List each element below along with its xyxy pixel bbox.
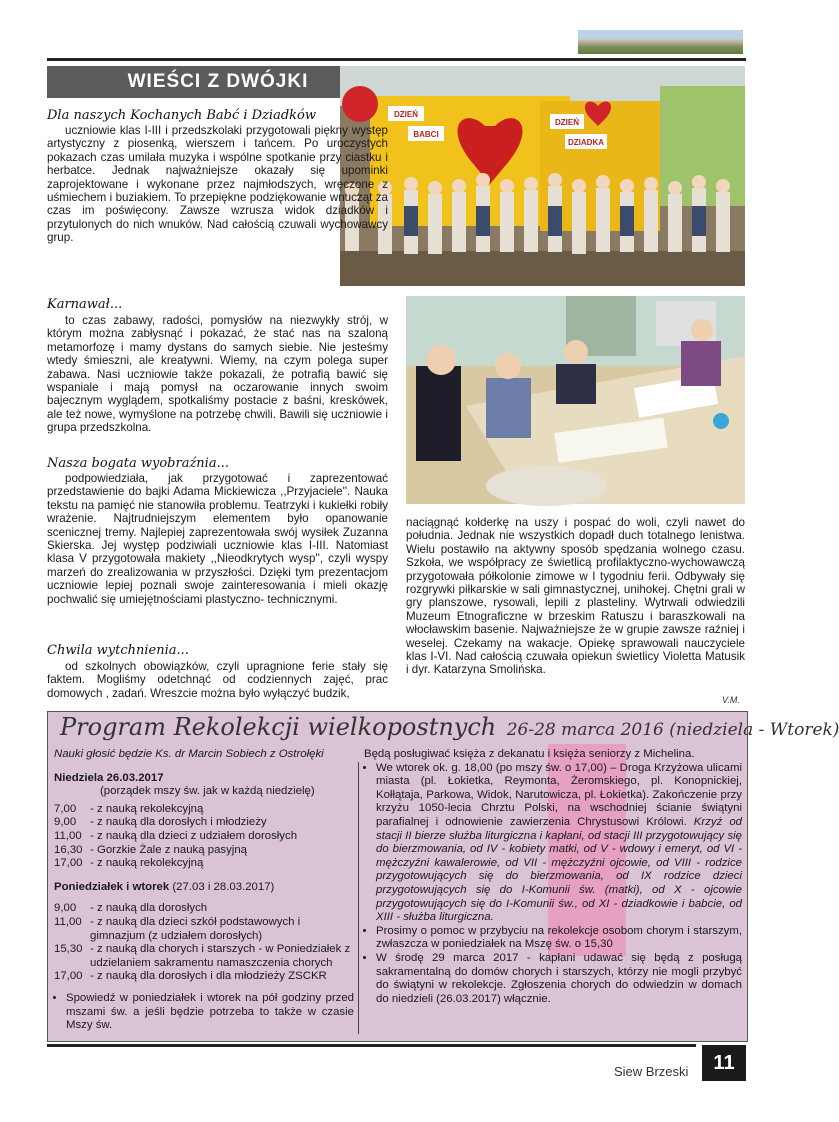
weekdays-heading-row xyxy=(54,881,354,895)
article4-text-right: naciągnąć kołderkę na uszy i pospać do woli, czyli nawet do południa. Jednak nie wszystkich dopadł duch totalnego lenistwa. Wielu postawiło na aktywny sposób spędzania wolnego czasu. Szkoła, we współpracy ze świetlicą profilaktyczno-wychowawczą przygotowała półkolonie zimowe w I tygodniu ferii. Odbywały się rozgrywki piłkarskie w sali gimnastycznej, unihokej. Chętni grali w gry planszowe, rysowali, lepili z plasteliny. Wytrwali odwiedzili Muzeum Etnograficzne w brzeskim Ratuszu i baraszkowali na włocławskim basenie. Najważniejsze że w grupie zawsze raźniej i weselej. Czekamy na wakacje. Opiekę sprawowali nauczyciele klas I-VI. Nad całością czuwała opiekun świetlicy Violetta Matusik i dyr. Katarzyna Smolińska. xyxy=(406,516,745,677)
sunday-item-time: 11,00 xyxy=(54,829,82,842)
photo-grandparents-day-art xyxy=(340,66,745,286)
article2-text: to czas zabawy, radości, pomysłów na niezwykły strój, w którym można zabłysnąć i pokazać, że stać nas na szaloną metamorfozę i mamy dystans do samych siebie. Nie jesteśmy wtedy śmieszni, ale kreatywni. Wiemy, na czym polega super zabawa. Nasi uczniowie także pokazali, że potrafią bawić się wspaniale i mają pomysł na oczarowanie innych swoim bajecznym wyglądem, spotkaliśmy postacie z baśni, kreskówek, ale też nowe, wymyślone na potrzebę chwili. Bawili się uczniowie i grupa przedszkolna. xyxy=(47,314,388,435)
footer-rule xyxy=(47,1044,696,1047)
article3-text: podpowiedziała, jak przygotować i zaprezentować przedstawienie do bajki Adama Mickiewicza ,,Przyjaciele''. Nauka tekstu na pamięć nie stanowiła problemu. Teatrzyki i kukiełki robiły wrażenie. Najtrudniejszym elementem było opanowanie scenicznej tremy. Najlepiej zaprezentowała swój wysiłek Zuzanna Skierska. Jej występ podziwiali uczniowie klas I-III. Natomiast klasa V przygotowała makiety ,,Nieodkrytych wysp'', czyli wyspy marzeń do zrealizowania w przyszłości. Dzięki tym prezentacjom uczniowie lepiej poznali swoje zainteresowania i mieli okazję pochwalić się umiejętnościami plastyczno- technicznymi. xyxy=(47,472,388,606)
article1-text: uczniowie klas I-III i przedszkolaki przygotowali piękny występ artystyczny z piosenką, wierszem i tańcem. Po uroczystych pokazach czas umilała muzyka i wspólne spotkanie przy ciastku i herbatce. Jednak najważniejsze okazały się upominki zaprojektowane i wykonane przez najmłodszych, wręczone z uśmiechem i buziakiem. To przepiękne podziękowanie wnucząt za czas im poświęcony. Zawsze wzrusza widok dziadków i przytulonych do nich wnuków. Nad całością czuwali wychowawcy grup. xyxy=(47,124,388,245)
article3-heading: Nasza bogata wyobraźnia... xyxy=(47,456,229,471)
photo-kids-painting xyxy=(406,296,745,504)
photo1-label-1: DZIEŃ xyxy=(394,110,418,119)
photo-grandparents-day xyxy=(340,66,745,286)
article1-heading: Dla naszych Kochanych Babć i Dziadków xyxy=(47,108,316,123)
sunday-schedule xyxy=(54,803,354,871)
header-rule xyxy=(47,58,746,61)
program-title: Program Rekolekcji wielkopostnych xyxy=(60,713,497,741)
confession-list xyxy=(54,992,354,1033)
article2-body xyxy=(47,314,388,435)
section-title: WIEŚCI Z DWÓJKI xyxy=(127,71,309,92)
program-intro-left: Nauki głosić będzie Ks. dr Marcin Sobiech z Ostrołęki xyxy=(54,748,324,760)
program-note-item: • Prosimy o pomoc w przybyciu na rekolekcje osobom chorym i starszym, zwłaszcza w poniedziałek na Mszę św. o 15,30 xyxy=(376,925,742,952)
sunday-item-time: 17,00 xyxy=(54,857,83,870)
program-notes-list xyxy=(364,762,742,1007)
confession-item: • Spowiedź w poniedziałek i wtorek na pół godziny przed mszami św. a jeśli będzie potrzeba to także w czasie Mszy św. xyxy=(66,992,354,1033)
sunday-item xyxy=(54,830,354,844)
footer-publication-name: Siew Brzeski xyxy=(614,1064,689,1079)
sunday-item xyxy=(54,844,354,858)
way-of-cross-text: We wtorek ok. g. 18,00 (po mszy św. o 17,00) – Droga Krzyżowa ulicami miasta (pl. Łokietka, Reymonta, Żeromskiego, pl. Konopnickiej, Kołłątaja, Parkowa, Widok, Narutowicza, pl. Łokietka). Zakończenie przy krzyżu 1050-lecia Chrztu Polski, na wschodniej ścianie świątyni parafialnej i odnowienie zawierzenia Chrystusowi Królowi. xyxy=(376,761,742,828)
photo1-label-2: BABCI xyxy=(413,130,439,139)
weekday-item-text: - z nauką dla chorych i starszych - w Poniedziałek z udzielaniem sakramentu namaszczenia chorych xyxy=(90,943,351,969)
weekday-item-text: - z nauką dla dzieci szkół podstawowych i gimnazjum (z udziałem dorosłych) xyxy=(90,915,301,942)
article4-text-left: od szkolnych obowiązków, czyli upragnione ferie stały się faktem. Mogliśmy odetchnąć od codziennych zajęć, prac domowych , zadań. Wreszcie można było wyłączyć budzik, xyxy=(47,660,388,700)
weekdays-heading: Poniedziałek i wtorek xyxy=(54,880,170,893)
article4-heading: Chwila wytchnienia... xyxy=(47,643,189,658)
weekday-item xyxy=(54,970,354,984)
weekday-item-time: 11,00 xyxy=(54,915,82,928)
weekday-item-text: - z nauką dla dorosłych i dla młodzieży ZSCKR xyxy=(90,970,327,983)
program-left-column xyxy=(54,748,354,1033)
sunday-item xyxy=(54,816,354,830)
photo-kids-painting-art xyxy=(406,296,745,504)
stations-text: Krzyż od stacji II bierze służba liturgiczna i kapłani, od stacji III przygotowujący się do bierzmowania, od IV - kobiety matki, od V - wdowy i emeryt, od VI - mężczyźni kawalerowie, od VII - mężczyźni ojcowie, od VIII - rodzice przygotowujących się do bierzmowania, od IX rodzice dzieci przygotowujących się do I-Komunii św. (matki), od X - ojcowie przygotowujących się do I-Komunii św., od XI - dziadkowie i babcie, od XIII - służba liturgiczna. xyxy=(376,815,743,924)
program-title-row xyxy=(60,713,839,741)
weekday-item-time: 17,00 xyxy=(54,970,83,983)
weekdays-dates: (27.03 i 28.03.2017) xyxy=(172,880,275,893)
sunday-item-text: - z nauką dla dorosłych i młodzieży xyxy=(90,816,267,829)
program-right-column xyxy=(364,748,742,1006)
photo1-label-3: DZIEŃ xyxy=(555,118,579,127)
sunday-note: (porządek mszy św. jak w każdą niedzielę) xyxy=(100,785,315,798)
article1-body xyxy=(47,124,388,245)
article4-body-right xyxy=(406,516,745,677)
program-dates: 26-28 marca 2016 (niedziela - Wtorek) xyxy=(506,720,839,740)
program-intro-right: Będą posługiwać księża z dekanatu i księża seniorzy z Michelina. xyxy=(364,748,695,760)
sunday-item-time: 16,30 xyxy=(54,843,83,856)
weekday-item xyxy=(54,902,354,916)
weekday-item xyxy=(54,943,354,970)
program-column-divider xyxy=(358,762,359,1034)
sunday-item-text: - z nauką rekolekcyjną xyxy=(90,857,204,870)
sunday-item-time: 7,00 xyxy=(54,802,77,815)
program-note-item xyxy=(376,762,742,925)
sunday-item-text: - z nauką dla dzieci z udziałem dorosłych xyxy=(90,829,298,842)
sunday-item-time: 9,00 xyxy=(54,816,77,829)
sunday-item xyxy=(54,803,354,817)
header-village-image xyxy=(578,30,743,54)
weekday-item-time: 15,30 xyxy=(54,943,83,956)
page-number: 11 xyxy=(702,1045,746,1081)
weekday-item xyxy=(54,916,354,943)
sunday-item-text: - z nauką rekolekcyjną xyxy=(90,802,204,815)
article2-heading: Karnawał... xyxy=(47,297,123,312)
sunday-item xyxy=(54,857,354,871)
weekday-item-text: - z nauką dla dorosłych xyxy=(90,902,208,915)
article3-body xyxy=(47,472,388,606)
sunday-heading: Niedziela 26.03.2017 xyxy=(54,771,164,784)
weekdays-schedule xyxy=(54,902,354,984)
sunday-item-text: - Gorzkie Żale z nauką pasyjną xyxy=(90,843,248,856)
photo1-label-4: DZIADKA xyxy=(568,138,604,147)
program-note-item: • W środę 29 marca 2017 - kapłani udawać się będą z posługą sakramentalną do domów chorych i starszych, którzy nie mogli przybyć do świątyni w rekolekcje. Zgłoszenia chorych do odwiedzin w domach do niedzieli (26.03.2017) włącznie. xyxy=(376,952,742,1006)
weekday-item-time: 9,00 xyxy=(54,902,77,915)
article4-body-left xyxy=(47,660,388,700)
article4-signature: V.M. xyxy=(722,695,740,705)
